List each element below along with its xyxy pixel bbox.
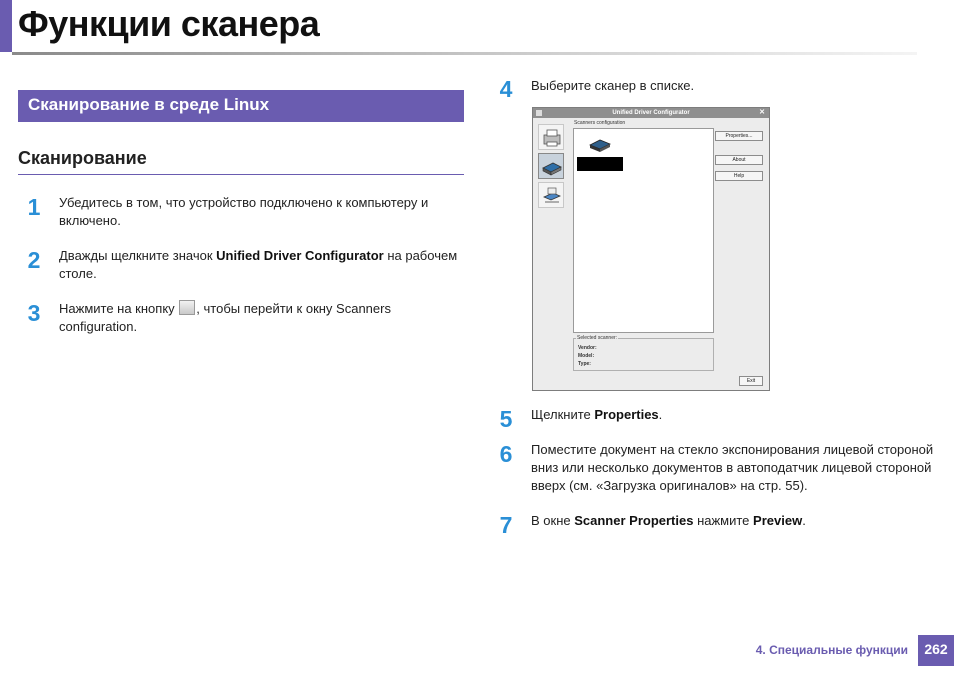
step-text [59, 300, 459, 336]
step-text-part: . [802, 513, 806, 528]
step-number: 4 [499, 76, 513, 102]
port-icon [541, 185, 563, 207]
type-label: Type: [578, 361, 591, 367]
printer-icon [541, 127, 563, 149]
page-number: 262 [918, 635, 954, 666]
step-text [59, 247, 459, 283]
step-number: 5 [499, 406, 513, 432]
window-titlebar [533, 108, 769, 118]
properties-button[interactable]: Properties... [715, 131, 763, 141]
scanner-button-icon [179, 300, 195, 315]
window-title: Unified Driver Configurator [612, 110, 690, 116]
step-text-part: Дважды щелкните значок [59, 248, 217, 263]
step-text-bold: Scanner Properties [574, 513, 694, 528]
model-label: Model: [578, 353, 595, 359]
step-number: 1 [27, 194, 41, 220]
section-title: Сканирование в среде Linux [28, 95, 270, 114]
footer-chapter: 4. Специальные функции [755, 643, 908, 657]
step-text: Убедитесь в том, что устройство подключено к компьютеру и включено. [59, 195, 429, 228]
step-text-bold: Properties [594, 407, 659, 422]
scanner-icon [541, 156, 563, 178]
step-number: 2 [27, 247, 41, 273]
step-text-part: Нажмите на кнопку [59, 301, 179, 316]
help-button[interactable]: Help [715, 171, 763, 181]
scanners-config-label: Scanners configuration [574, 120, 626, 126]
step-number: 7 [499, 512, 513, 538]
subheading-divider [18, 174, 464, 175]
step-text-part: В окне [531, 513, 575, 528]
scanner-config-button[interactable] [538, 153, 564, 179]
selected-scanner-group [573, 335, 714, 371]
step-text-bold: Unified Driver Configurator [216, 248, 384, 263]
step-text-part: , чтобы перейти к окну Scanners configuration. [59, 301, 391, 334]
step-text [531, 406, 941, 424]
window-menu-icon [536, 110, 542, 116]
step-number: 3 [27, 300, 41, 326]
step-text-part: . [658, 407, 663, 422]
header-accent-bar [0, 0, 12, 52]
step-number: 6 [499, 441, 513, 467]
step-text [531, 512, 941, 530]
scanners-list[interactable] [573, 128, 714, 333]
step-text-part: Щелкните [531, 407, 595, 422]
step-text-part: на рабочем столе. [59, 248, 458, 281]
step-text-bold: Preview [753, 513, 803, 528]
vendor-label: Vendor: [578, 345, 597, 351]
exit-button[interactable]: Exit [739, 376, 763, 386]
selected-scanner-item[interactable] [577, 157, 623, 171]
close-icon[interactable]: ✕ [759, 109, 765, 116]
section-header [18, 90, 464, 122]
step-text: Выберите сканер в списке. [531, 78, 695, 93]
step-text-part: нажмите [693, 513, 754, 528]
selected-scanner-label: Selected scanner: [577, 335, 618, 341]
page-title: Функции сканера [18, 3, 320, 44]
title-divider [12, 52, 917, 55]
port-config-button[interactable] [538, 182, 564, 208]
configurator-window-screenshot [532, 107, 770, 391]
printer-config-button[interactable] [538, 124, 564, 150]
step-text: Поместите документ на стекло экспонирования лицевой стороной вниз или несколько документов в автоподатчик лицевой стороной вверх (см. «Загрузка оригиналов» на стр. 55). [531, 442, 934, 493]
scanner-icon [588, 136, 612, 154]
subheading: Сканирование [18, 148, 147, 168]
about-button[interactable]: About [715, 155, 763, 165]
